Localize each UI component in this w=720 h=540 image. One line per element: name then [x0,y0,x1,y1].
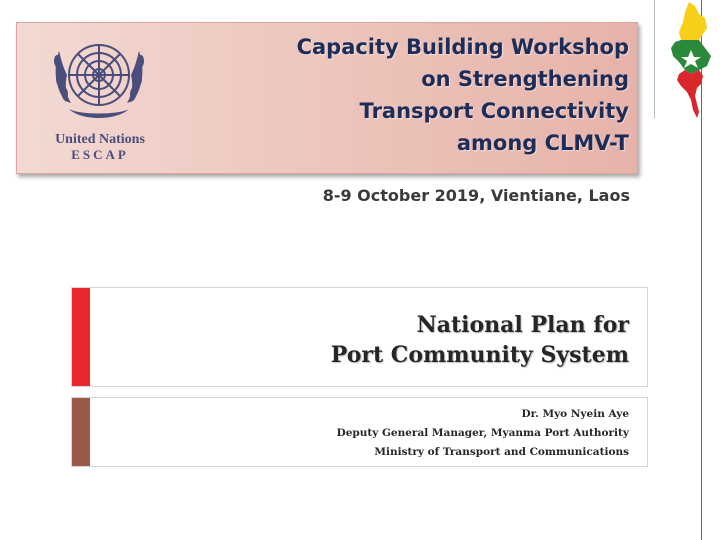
workshop-line: Capacity Building Workshop [296,35,629,59]
title-accent-bar [72,288,90,386]
org-sub: ESCAP [71,147,129,162]
author-accent-bar [72,398,90,466]
author-name: Dr. Myo Nyein Aye [521,408,629,420]
org-name: United Nations [55,132,145,147]
event-date-location: 8-9 October 2019, Vientiane, Laos [322,186,630,205]
author-ministry: Ministry of Transport and Communications [374,446,629,458]
title-line: Port Community System [330,342,629,368]
workshop-banner [16,22,638,174]
presentation-title [129,310,629,370]
title-line: National Plan for [416,312,629,338]
workshop-title [189,31,629,159]
workshop-line: among CLMV-T [456,131,629,155]
workshop-line: on Strengthening [421,67,629,91]
presentation-title-box [71,287,648,387]
un-emblem-icon [47,31,151,131]
author-box [71,397,648,467]
author-position: Deputy General Manager, Myanma Port Authority [336,427,629,439]
divider-line [654,0,655,118]
myanmar-map-icon [661,0,720,124]
workshop-line: Transport Connectivity [359,99,629,123]
author-info [109,405,629,462]
